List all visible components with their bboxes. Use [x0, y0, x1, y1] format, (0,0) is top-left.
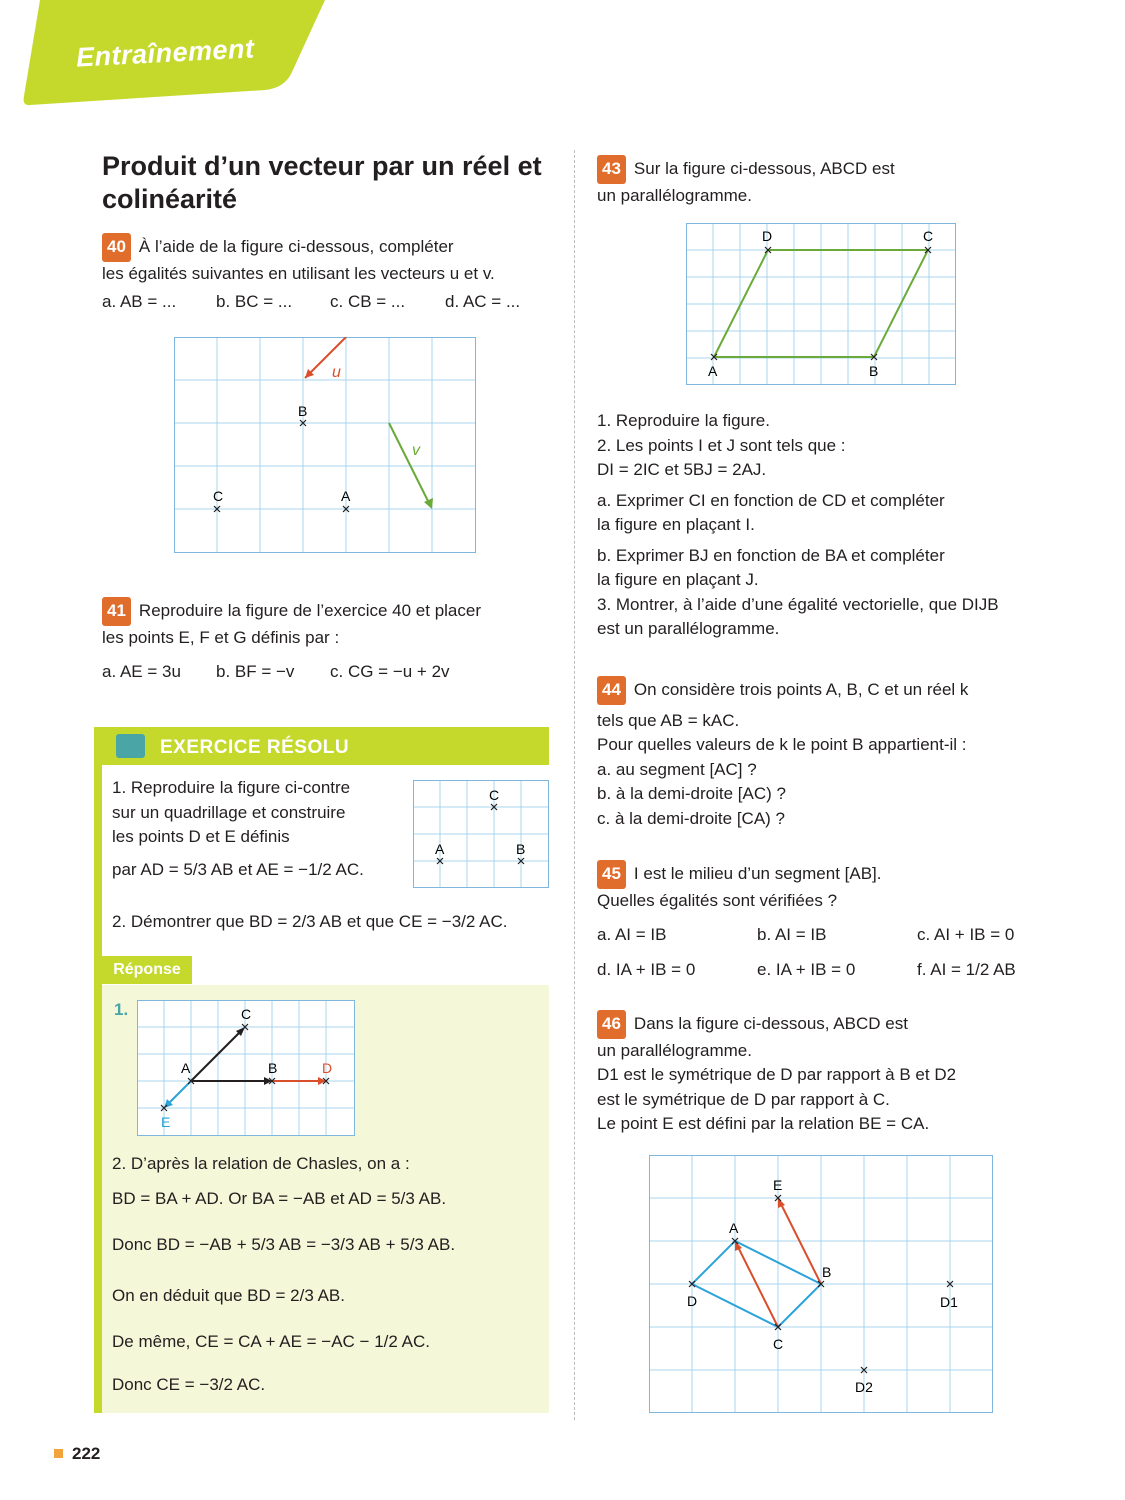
exercise-number: 40 [102, 233, 131, 262]
ex42-answer-figure [137, 1000, 355, 1136]
ex45-item-f: f. AI = 1/2 AB [917, 959, 1016, 979]
ex42-question1 [112, 776, 402, 882]
point-A: A [729, 1220, 739, 1236]
ex46-line5: Le point E est défini par la relation BE = CA. [597, 1114, 930, 1133]
ex42-a2-line4: On en déduit que BD = 2/3 AB. [112, 1285, 345, 1305]
exercise-number: 46 [597, 1010, 626, 1039]
ex42-a2-line6: Donc CE = −3/2 AC. [112, 1374, 266, 1394]
exercise-40 [102, 233, 552, 315]
section-title: Produit d’un vecteur par un réel et colinéarité [102, 151, 542, 214]
ex43-q2b: b. Exprimer BJ en fonction de BA et compléter [597, 545, 945, 565]
ex42-a2-line5: De même, CE = CA + AE = −AC − 1/2 AC. [112, 1332, 430, 1351]
ex42-a2-line2: BD = BA + AD. Or BA = −AB et AD = 5/3 AB. [112, 1188, 447, 1208]
ex43-q3: 3. Montrer, à l’aide d’une égalité vectorielle, que DIJB [597, 594, 999, 614]
ex43-q2b-cont: la figure en plaçant J. [597, 570, 759, 589]
ex42-a2-line1: 2. D’après la relation de Chasles, on a : [112, 1154, 410, 1173]
ex40-item-b: b. BC = ... [216, 292, 293, 311]
ex40-item-c: c. CB = ... [330, 292, 406, 311]
ex44-line2: tels que AB = kAC. [597, 710, 740, 730]
exercise-44 [597, 676, 1067, 831]
ex40-item-d: d. AC = ... [445, 292, 521, 311]
point-D: D [687, 1293, 698, 1309]
point-B: B [268, 1060, 278, 1076]
label-v: v [412, 442, 420, 459]
ex46-figure [649, 1155, 993, 1413]
ex46-line2: un parallélogramme. [597, 1040, 752, 1060]
ex43-line1: Sur la figure ci-dessous, ABCD est [633, 159, 895, 178]
exercise-number: 43 [597, 155, 626, 184]
ex43-q3-cont: est un parallélogramme. [597, 619, 780, 638]
point-D1: D1 [940, 1294, 958, 1310]
ex40-figure [174, 337, 476, 553]
point-A: A [708, 363, 718, 379]
ex43-q1: 1. Reproduire la figure. [597, 411, 770, 430]
ex42-q1-line2: sur un quadrillage et construire [112, 802, 346, 822]
answer-tag: Réponse [102, 956, 192, 984]
ex46-line3: D1 est le symétrique de D par rapport à B et D2 [597, 1065, 957, 1084]
point-A: A [181, 1060, 191, 1076]
point-B: B [298, 403, 308, 419]
ex45-item-b: b. AI = IB [757, 925, 827, 944]
page-number-marker [54, 1449, 63, 1458]
point-B: B [516, 841, 526, 857]
ex42-q1-line4: par AD = 5/3 AB et AE = −1/2 AC. [112, 859, 364, 879]
point-E: E [773, 1177, 783, 1193]
column-divider [574, 150, 575, 1420]
ex46-line1: Dans la figure ci-dessous, ABCD est [633, 1014, 908, 1033]
ex42-small-figure [413, 780, 549, 888]
ex43-q2a: a. Exprimer CI en fonction de CD et compléter [597, 490, 945, 510]
exercise-number: 45 [597, 860, 626, 889]
ex41-item-c: c. CG = −u + 2v [330, 662, 450, 681]
ex41-line2: les points E, F et G définis par : [102, 627, 340, 647]
ex44-item-b: b. à la demi-droite [AC) ? [597, 784, 786, 803]
exercise-41 [102, 597, 552, 685]
banner-label: Entraînement [75, 33, 256, 73]
exercise-46 [597, 1010, 1067, 1137]
ex46-line4: est le symétrique de D par rapport à C. [597, 1089, 890, 1109]
point-D: D [762, 228, 773, 244]
point-B: B [869, 363, 879, 379]
ex40-line2: les égalités suivantes en utilisant les vecteurs u et v. [102, 263, 495, 283]
point-C: C [923, 228, 934, 244]
ex45-item-a: a. AI = IB [597, 925, 667, 944]
point-C: C [241, 1006, 252, 1022]
point-B: B [822, 1264, 832, 1280]
ex44-item-a: a. au segment [AC] ? [597, 759, 757, 779]
ex42-q1-line3: les points D et E définis [112, 827, 290, 846]
ex40-line1: À l’aide de la figure ci-dessous, compléter [138, 237, 454, 256]
ex41-line1: Reproduire la figure de l’exercice 40 et placer [138, 601, 481, 620]
ex44-item-c: c. à la demi-droite [CA) ? [597, 808, 786, 828]
ex43-questions [597, 409, 1067, 642]
answer-1-label: 1. [114, 1000, 129, 1019]
exercise-number: 42 [116, 734, 145, 758]
vector-v [389, 423, 431, 507]
ex45-item-c: c. AI + IB = 0 [917, 925, 1015, 944]
point-C: C [489, 787, 500, 803]
point-C: C [773, 1336, 784, 1352]
exercise-43 [597, 155, 1057, 208]
ex42-answer2 [112, 1152, 552, 1397]
ex43-figure [686, 223, 956, 385]
exercise-number: 41 [102, 597, 131, 626]
ex43-line2: un parallélogramme. [597, 185, 752, 205]
ex43-q2-eq: DI = 2IC et 5BJ = 2AJ. [597, 460, 767, 479]
ex41-item-a: a. AE = 3u [102, 662, 181, 681]
ex42-a2-line3: Donc BD = −AB + 5/3 AB = −3/3 AB + 5/3 AB. [112, 1235, 456, 1254]
ex45-item-d: d. IA + IB = 0 [597, 959, 696, 979]
ex41-item-b: b. BF = −v [216, 662, 295, 681]
ex43-q2: 2. Les points I et J sont tels que : [597, 435, 846, 455]
ex44-line3: Pour quelles valeurs de k le point B appartient-il : [597, 735, 967, 754]
ex42-q1-line1: 1. Reproduire la figure ci-contre [112, 778, 351, 797]
ex43-q2a-cont: la figure en plaçant I. [597, 515, 755, 534]
ex44-line1: On considère trois points A, B, C et un réel k [633, 680, 969, 699]
ex45-line2: Quelles égalités sont vérifiées ? [597, 890, 838, 910]
ex42-question2: 2. Démontrer que BD = 2/3 AB et que CE = −3/2 AC. [112, 912, 508, 931]
point-A: A [341, 488, 351, 504]
point-C: C [213, 488, 224, 504]
ex45-line1: I est le milieu d’un segment [AB]. [633, 864, 882, 883]
ex45-item-e: e. IA + IB = 0 [757, 959, 856, 979]
exercise-number: 44 [597, 676, 626, 705]
exercise-45 [597, 860, 1067, 982]
ex40-item-a: a. AB = ... [102, 292, 177, 311]
point-D2: D2 [855, 1379, 873, 1395]
resolved-title: EXERCICE RÉSOLU [160, 737, 350, 758]
point-E: E [161, 1114, 171, 1130]
label-u: u [332, 364, 341, 381]
point-D: D [322, 1060, 333, 1076]
page-number: 222 [72, 1444, 101, 1463]
resolved-left-bar [94, 727, 102, 1413]
point-A: A [435, 841, 445, 857]
